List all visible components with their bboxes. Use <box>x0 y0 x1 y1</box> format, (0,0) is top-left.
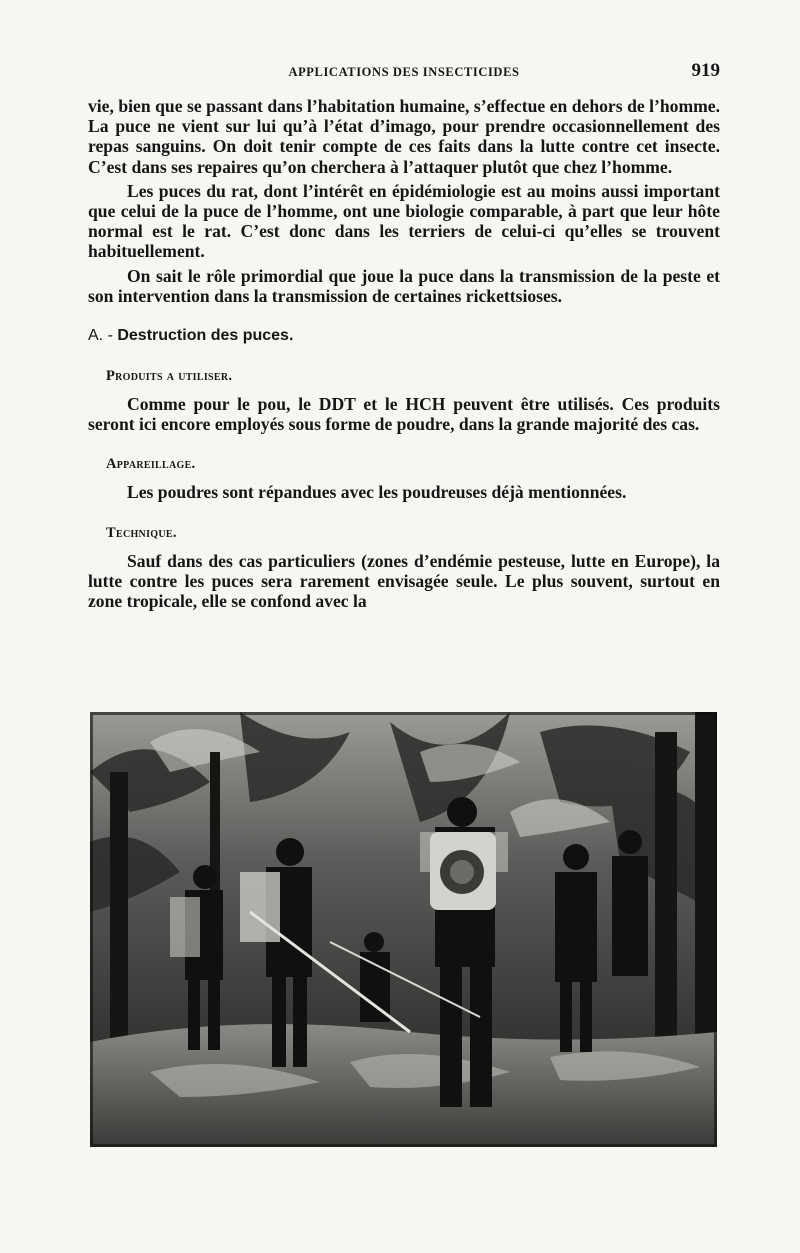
section-heading-a <box>88 326 720 346</box>
subheading-produits: Produits a utiliser. <box>106 368 233 385</box>
subheading-technique: Technique. <box>106 524 177 541</box>
paragraph-produits: Comme pour le pou, le DDT et le HCH peuvent être utilisés. Ces produits seront ici encore employés sous forme de poudre, dans la grande majorité des cas. <box>88 394 720 435</box>
section-letter: A. - <box>88 327 113 345</box>
page-number: 919 <box>691 60 720 81</box>
paragraph-rat-fleas: Les puces du rat, dont l’intérêt en épidémiologie est au moins aussi important que celui de la puce de l’homme, ont une biologie comparable, à part que leur hôte normal est le rat. C’est donc dans les terriers de celui-ci qu’elles se trouvent habituellement. <box>88 180 720 262</box>
halftone-photograph <box>90 712 717 1147</box>
running-title: APPLICATIONS DES INSECTICIDES <box>288 65 520 79</box>
subheading-appareillage: Appareillage. <box>106 456 196 473</box>
running-header <box>88 62 720 82</box>
paragraph-plague-role: On sait le rôle primordial que joue la puce dans la transmission de la peste et son intervention dans la transmission de certaines rickettsioses. <box>88 265 720 306</box>
photograph-icon <box>90 712 717 1147</box>
paragraph-continuation: vie, bien que se passant dans l’habitation humaine, s’effectue en dehors de l’homme. La puce ne vient sur lui qu’à l’état d’imago, pour prendre occasionnellement des repas sanguins. On doit tenir compte de ces faits dans la lutte contre cet insecte. C’est dans ses repaires qu’on cherchera à l’attaquer plutôt que chez l’homme. <box>88 96 720 177</box>
paragraph-technique: Sauf dans des cas particuliers (zones d’endémie pesteuse, lutte en Europe), la lutte contre les puces sera rarement envisagée seule. Le plus souvent, surtout en zone tropicale, elle se confond avec la <box>88 550 720 612</box>
paragraph-appareillage: Les poudres sont répandues avec les poudreuses déjà mentionnées. <box>127 482 627 503</box>
body-text <box>88 96 720 611</box>
section-title: Destruction des puces. <box>117 327 294 345</box>
